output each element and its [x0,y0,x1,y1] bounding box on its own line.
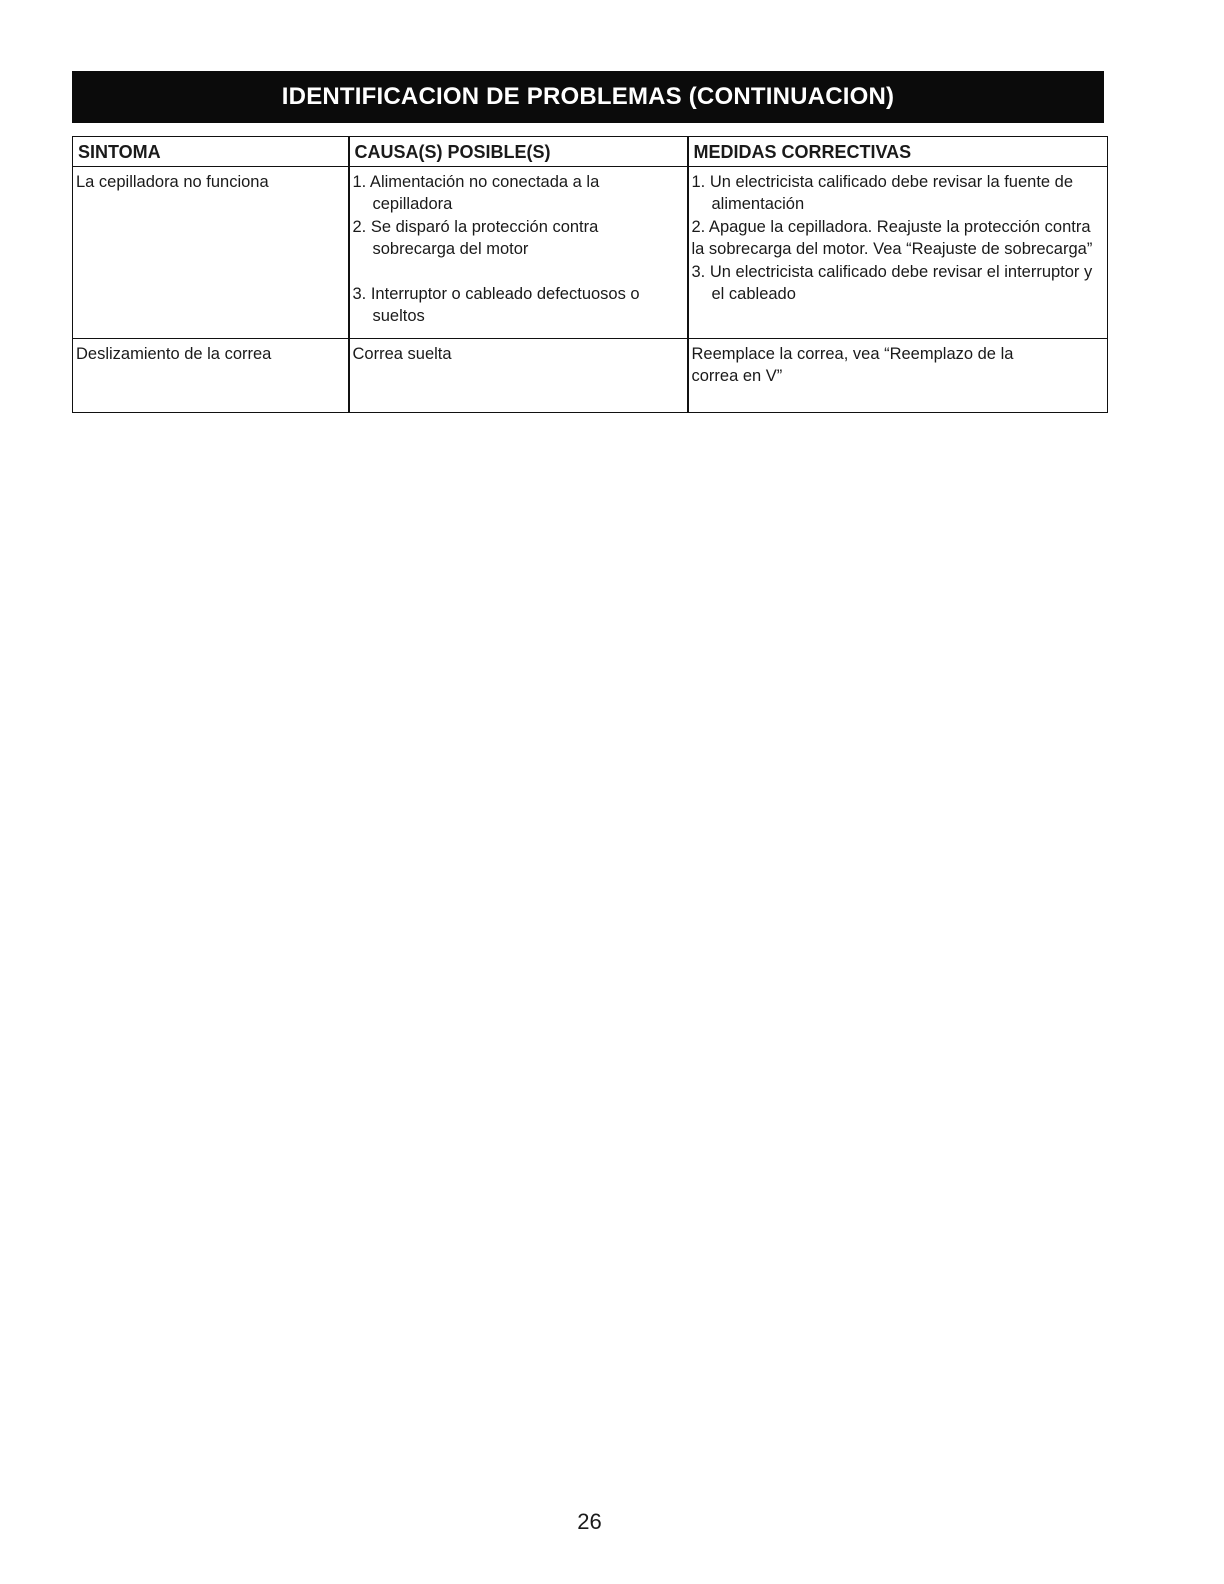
table-header-row [73,137,1108,167]
cause-cell: Correa suelta [349,339,688,413]
cause-item: 3. Interruptor o cableado defectuosos o sueltos [352,285,640,325]
header-cause: CAUSA(S) POSIBLE(S) [349,137,688,167]
remedy-cell: Reemplace la correa, vea “Reemplazo de la correa en V” [688,339,1108,413]
remedy-cell [688,167,1108,339]
symptom-cell: La cepilladora no funciona [73,167,349,339]
header-remedy: MEDIDAS CORRECTIVAS [688,137,1108,167]
remedy-item: 3. Un electricista calificado debe revisar el interruptor y el cableado [691,263,1093,303]
cause-item: 2. Se disparó la protección contra sobrecarga del motor [352,218,599,258]
cause-cell [349,167,688,339]
remedy-item: 1. Un electricista calificado debe revisar la fuente de alimentación [691,173,1074,213]
page-number: 26 [577,1509,602,1534]
cause-item: 1. Alimentación no conectada a la cepilladora [352,173,600,213]
table-row [73,339,1108,413]
section-title: IDENTIFICACION DE PROBLEMAS (CONTINUACION) [72,71,1104,123]
troubleshooting-table [72,136,1108,413]
symptom-cell: Deslizamiento de la correa [73,339,349,413]
table-row [73,167,1108,339]
header-symptom: SINTOMA [73,137,349,167]
remedy-item: 2. Apague la cepilladora. Reajuste la protección contra la sobrecarga del motor. Vea “Reajuste de sobrecarga” [691,218,1093,258]
